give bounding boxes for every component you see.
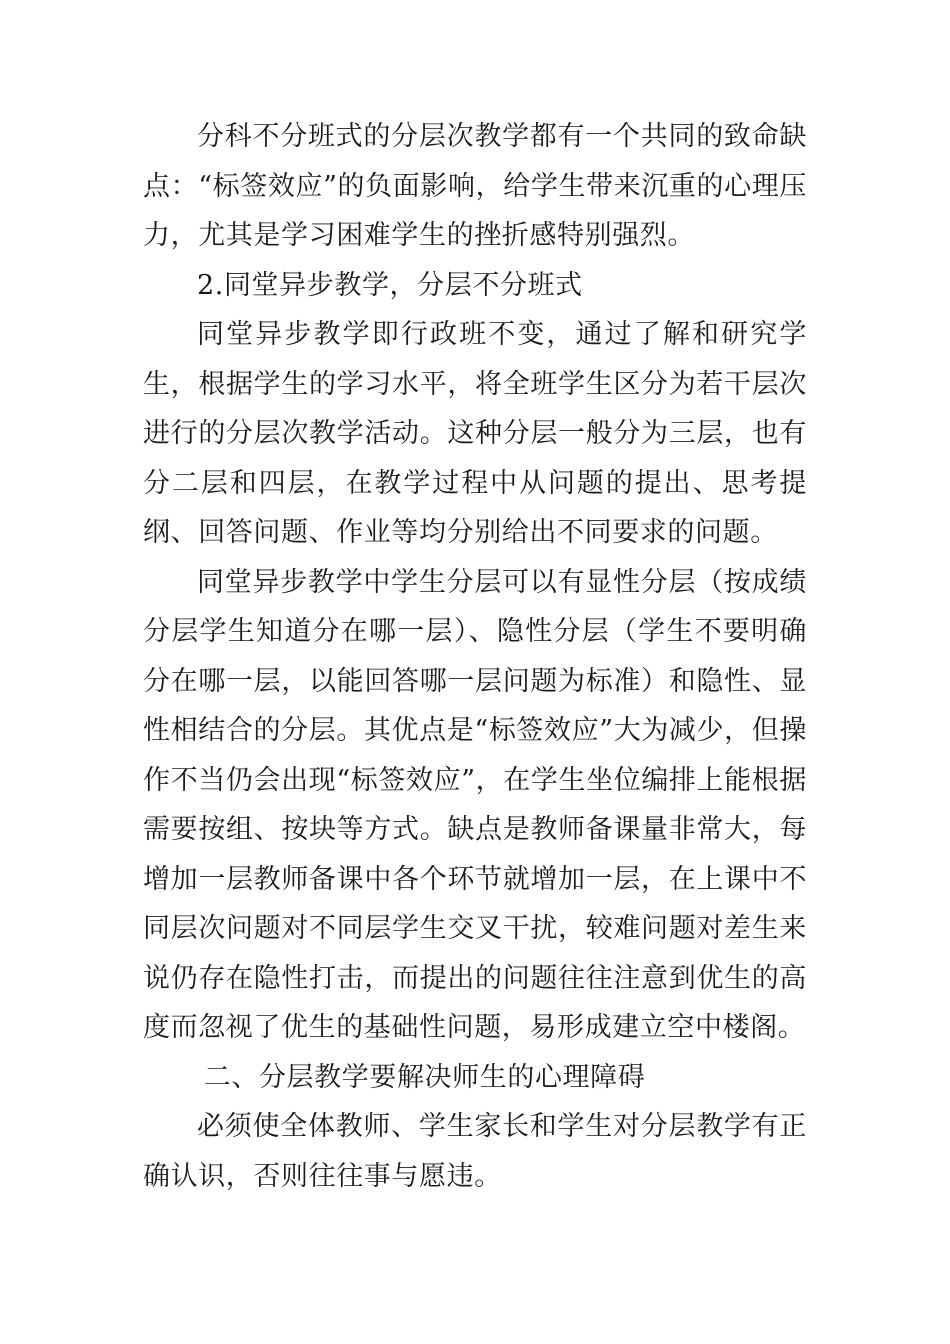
paragraph-layering-pros-cons: 同堂异步教学中学生分层可以有显性分层（按成绩分层学生知道分在哪一层）、隐性分层（学生不要明确分在哪一层，以能回答哪一层问题为标准）和隐性、显性相结合的分层。其优点是“标签效应”大为减少，但操作不当仍会出现“标签效应”，在学生坐位编排上能根据需要按组、按块等方式。缺点是教师备课量非常大，每增加一层教师备课中各个环节就增加一层，在上课中不同层次问题对不同层学生交叉干扰，较难问题对差生来说仍存在隐性打击，而提出的问题往往注意到优生的高度而忽视了优生的基础性问题，易形成建立空中楼阁。 bbox=[143, 566, 807, 1043]
paragraph-correct-understanding: 必须使全体教师、学生家长和学生对分层教学有正确认识，否则往往事与愿违。 bbox=[143, 1111, 807, 1192]
section-heading-same-class: 2.同堂异步教学，分层不分班式 bbox=[197, 269, 583, 301]
paragraph-labeling-effect: 分科不分班式的分层次教学都有一个共同的致命缺点：“标签效应”的负面影响，给学生带来沉重的心理压力，尤其是学习困难学生的挫折感特别强烈。 bbox=[143, 121, 807, 251]
section-heading-psychological-barrier: 二、分层教学要解决师生的心理障碍 bbox=[203, 1061, 646, 1093]
document-body bbox=[143, 112, 807, 1201]
paragraph-same-class-definition: 同堂异步教学即行政班不变，通过了解和研究学生，根据学生的学习水平，将全班学生区分为若干层次进行的分层次教学活动。这种分层一般分为三层，也有分二层和四层，在教学过程中从问题的提出、思考提纲、回答问题、作业等均分别给出不同要求的问题。 bbox=[143, 319, 807, 548]
